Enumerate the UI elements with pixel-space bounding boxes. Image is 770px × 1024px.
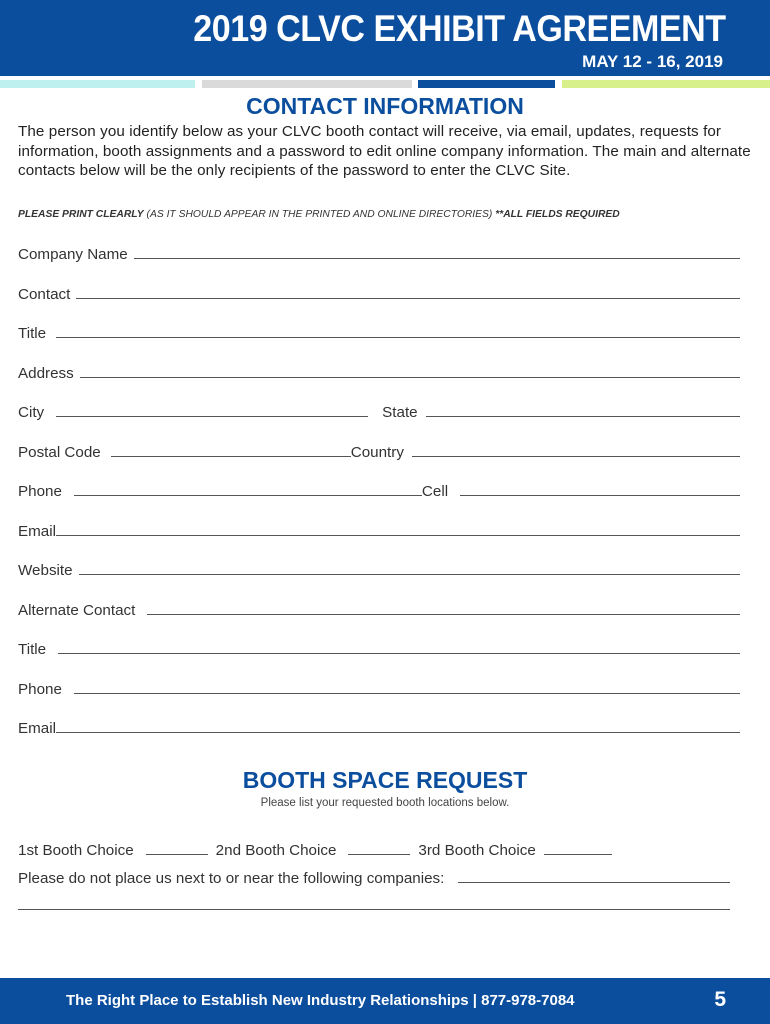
state-label: State [382,404,418,421]
state-line[interactable] [426,416,740,417]
third-choice-label: 3rd Booth Choice [418,842,536,859]
first-choice-label: 1st Booth Choice [18,842,134,859]
contact-field[interactable] [18,281,740,305]
email-label: Email [18,523,56,540]
contact-info-heading: CONTACT INFORMATION [246,93,524,119]
alt-title-label: Title [18,641,47,658]
third-choice-line[interactable] [544,854,612,855]
website-line[interactable] [79,574,740,575]
country-label: Country [350,444,404,461]
alt-phone-line[interactable] [74,693,740,694]
cell-line[interactable] [460,495,740,496]
booth-request-heading: BOOTH SPACE REQUEST [242,767,528,793]
alt-title-field[interactable] [18,636,740,660]
required-note: **ALL FIELDS REQUIRED [495,209,620,220]
website-label: Website [18,562,73,579]
booth-request-subtitle: Please list your requested booth locations below. [260,797,510,809]
phone-label: Phone [18,483,62,500]
event-dates: MAY 12 - 16, 2019 [582,52,723,71]
first-choice-line[interactable] [146,854,208,855]
no-place-field[interactable] [18,865,730,889]
contact-intro-text: The person you identify below as your CLVC booth contact will receive, via email, updates, requests for information, booth assignments and a password to edit online company information. The main and alternate contacts below will be the only recipients of the password to enter the CLVC Site. [18,123,751,179]
address-line[interactable] [80,377,740,378]
second-choice-line[interactable] [348,854,410,855]
company-name-line[interactable] [134,258,740,259]
decorative-stripe [418,80,555,88]
email-line[interactable] [56,535,740,536]
alternate-contact-field[interactable] [18,597,740,621]
title-field[interactable] [18,320,740,344]
phone-line[interactable] [74,495,422,496]
print-notice [18,209,758,220]
alternate-contact-label: Alternate Contact [18,602,136,619]
contact-label: Contact [18,286,71,303]
postal-code-line[interactable] [111,456,351,457]
alt-phone-field[interactable] [18,676,740,700]
cell-label: Cell [421,483,449,500]
no-place-extra-line[interactable] [18,909,730,910]
phone-cell-row [18,478,740,502]
postal-country-row [18,439,740,463]
alt-email-field[interactable] [18,715,740,739]
alt-phone-label: Phone [18,681,62,698]
document-title: 2019 CLVC EXHIBIT AGREEMENT [193,8,726,49]
city-line[interactable] [56,416,368,417]
page-footer [0,978,770,1024]
title-line[interactable] [56,337,740,338]
country-line[interactable] [412,456,740,457]
decorative-stripe [202,80,412,88]
address-field[interactable] [18,360,740,384]
postal-code-label: Postal Code [18,444,101,461]
title-label: Title [18,325,47,342]
company-name-field[interactable] [18,241,740,265]
page-number: 5 [714,988,726,1011]
email-field[interactable] [18,518,740,542]
decorative-stripe [0,80,195,88]
alternate-contact-line[interactable] [147,614,740,615]
city-label: City [18,404,45,421]
page-header [0,0,770,76]
city-state-row [18,399,740,423]
alt-email-label: Email [18,720,56,737]
booth-choices-row [18,839,718,861]
print-clearly-label: PLEASE PRINT CLEARLY [18,209,144,220]
alt-title-line[interactable] [58,653,740,654]
contact-line[interactable] [76,298,740,299]
no-place-label: Please do not place us next to or near the following companies: [18,870,445,887]
directories-note: (AS IT SHOULD APPEAR IN THE PRINTED AND ONLINE DIRECTORIES) [146,209,493,220]
company-name-label: Company Name [18,246,128,263]
address-label: Address [18,365,74,382]
alt-email-line[interactable] [56,732,740,733]
footer-tagline: The Right Place to Establish New Industry Relationships | 877-978-7084 [66,992,575,1009]
decorative-stripe [562,80,770,88]
no-place-line[interactable] [458,882,730,883]
second-choice-label: 2nd Booth Choice [215,842,337,859]
website-field[interactable] [18,557,740,581]
